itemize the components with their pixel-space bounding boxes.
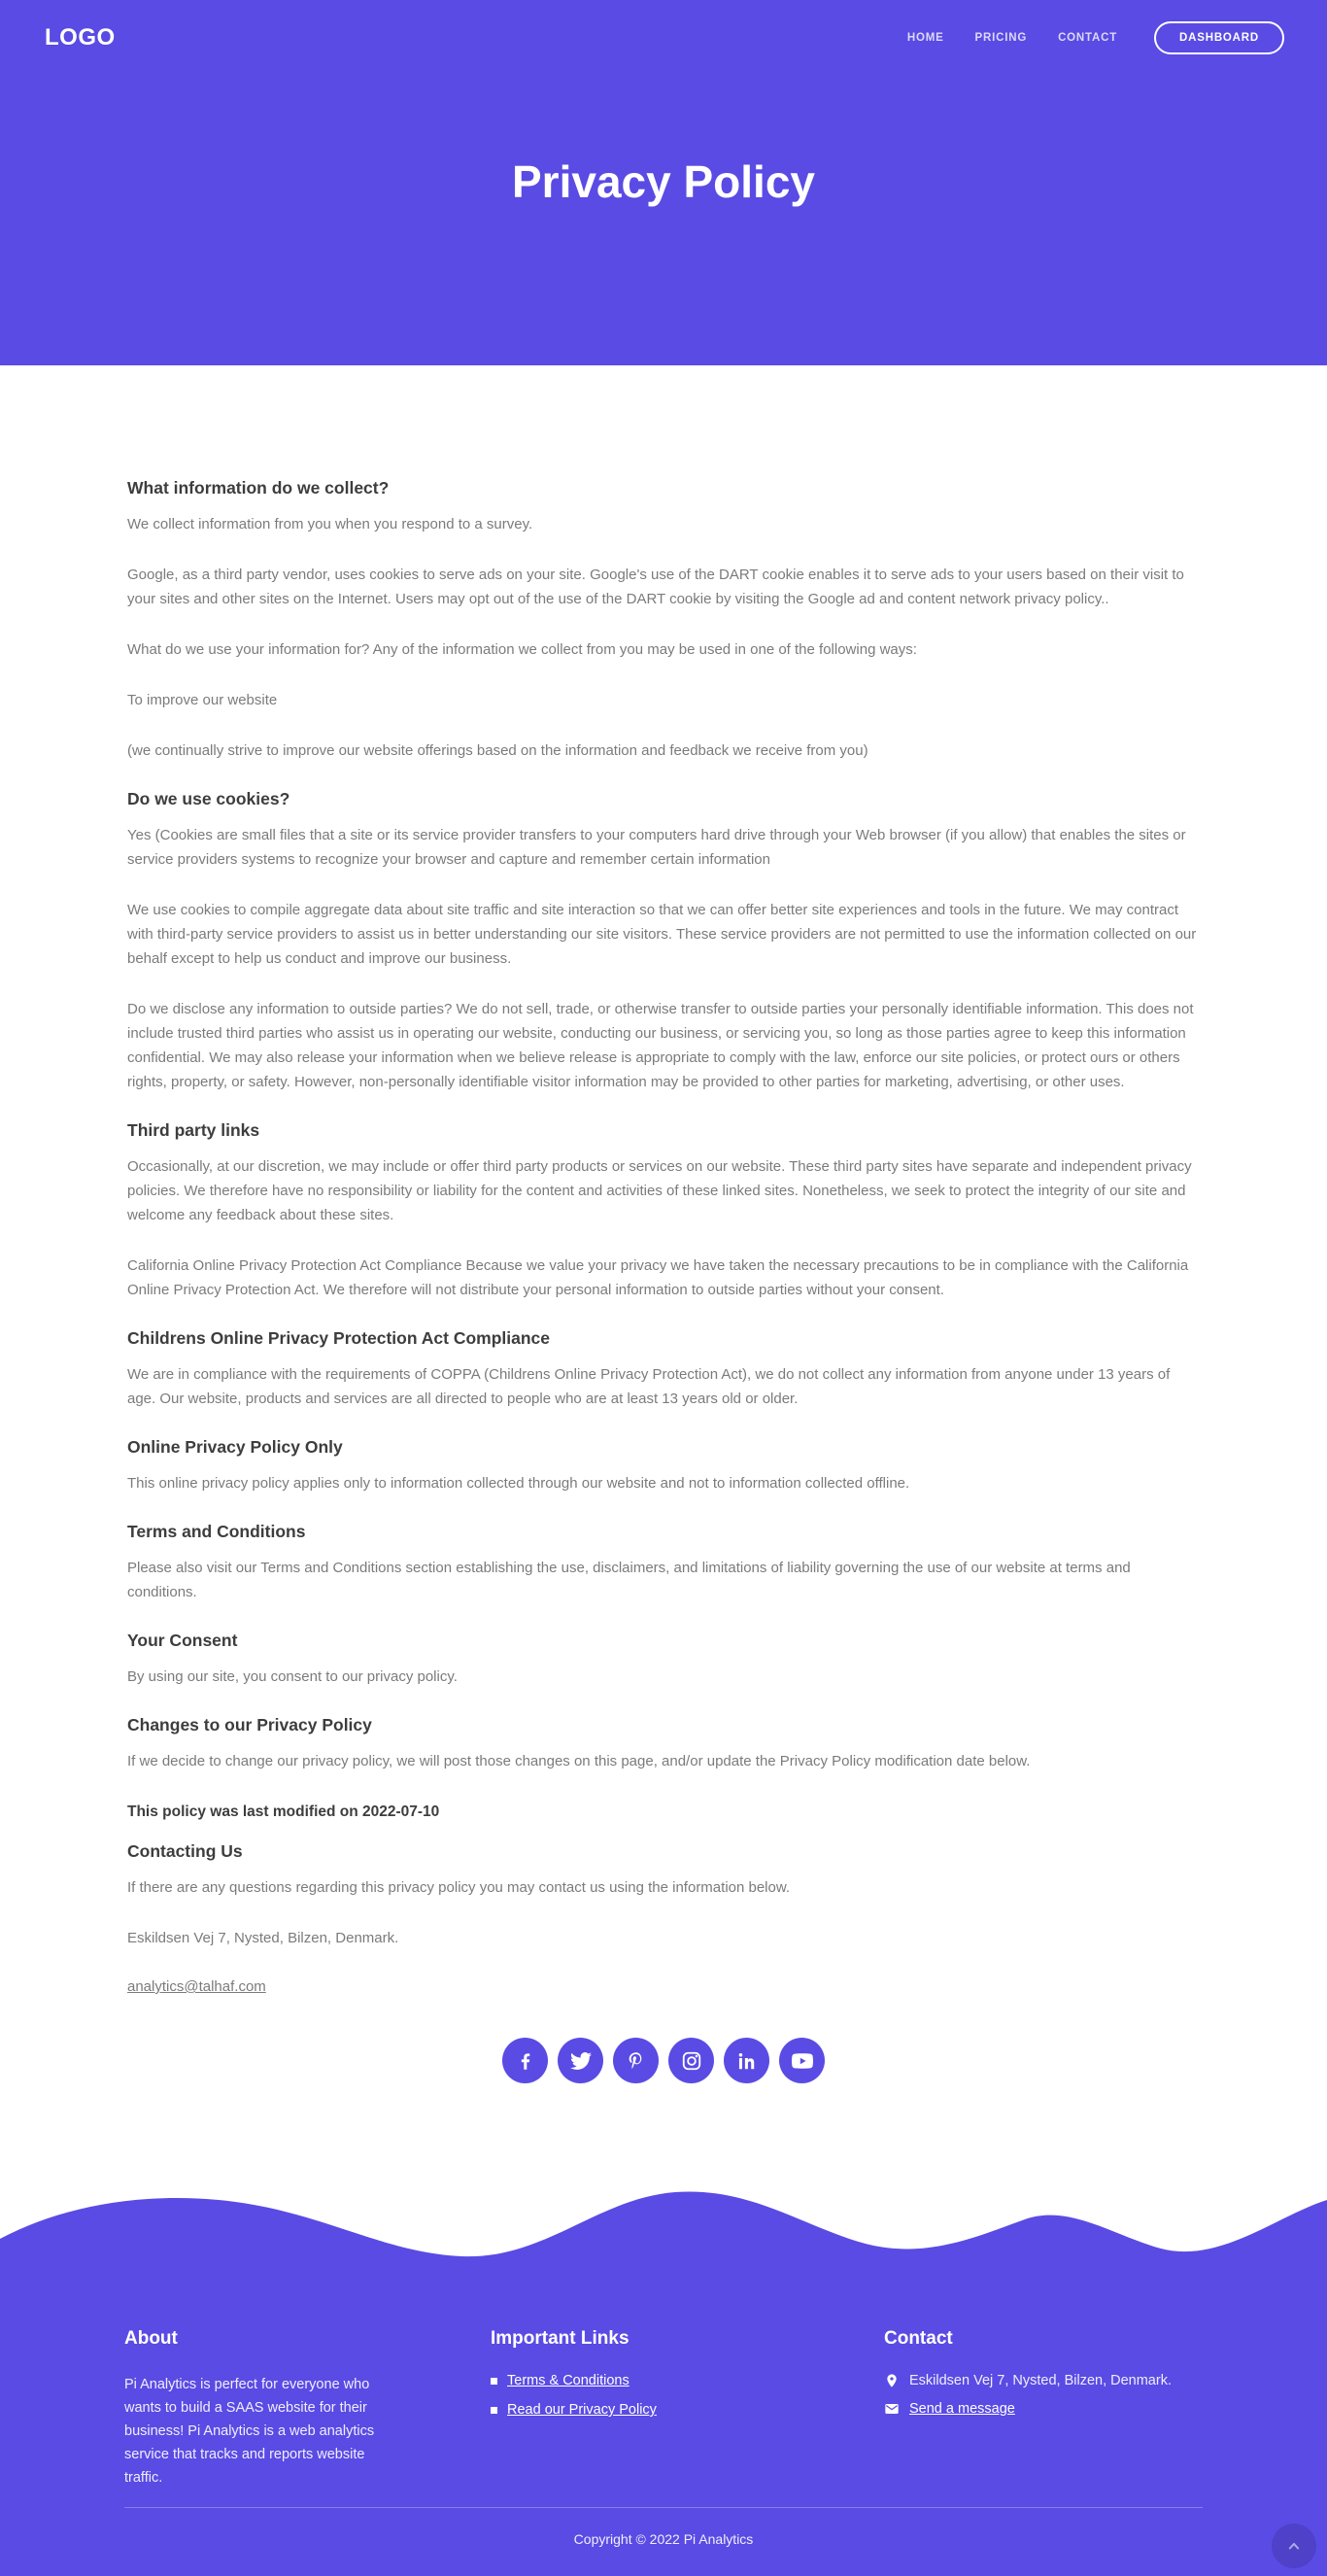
main-nav (907, 21, 1284, 54)
footer-link-row (491, 2373, 884, 2388)
scroll-to-top-button[interactable] (1272, 2524, 1316, 2568)
twitter-icon (570, 2050, 592, 2072)
page-footer (0, 2268, 1327, 2576)
about-text: Pi Analytics is perfect for everyone who wants to build a SAAS website for their business! Pi Analytics is a web analytics service that tracks and reports website traffic. (124, 2377, 375, 2486)
policy-paragraph: If we decide to change our privacy policy, we will post those changes on this page, and/or update the Privacy Policy modification date below. (127, 1753, 1031, 1769)
nav-bar (0, 0, 1327, 54)
policy-paragraph: This online privacy policy applies only to information collected through our website and not to information collected offline. (127, 1475, 910, 1492)
contact-message-row (884, 2401, 1203, 2417)
site-logo[interactable]: LOGO (45, 24, 116, 51)
policy-paragraph: We are in compliance with the requirements of COPPA (Childrens Online Privacy Protection Act), we do not collect any information from anyone under 13 years of age. Our website, products and services are all directed to people who are at least 13 years old or older. (127, 1366, 1171, 1407)
social-links-row (0, 2038, 1327, 2083)
copyright-text: Copyright © 2022 Pi Analytics (573, 2531, 754, 2547)
facebook-button[interactable] (502, 2038, 548, 2083)
policy-paragraph: Do we disclose any information to outside parties? We do not sell, trade, or otherwise transfer to outside parties your personally identifiable information. This does not include trusted third parties who assist us in operating our website, conducting our business, or servicing you, so long as those parties agree to keep this information confidential. We may also release your information when we believe release is appropriate to comply with the law, enforce our site policies, or protect ours or others rights, property, or safety. However, non-personally identifiable visitor information may be provided to other parties for marketing, advertising, or other uses. (127, 1001, 1194, 1090)
nav-item-home[interactable]: HOME (906, 32, 944, 44)
contact-address-row (884, 2373, 1203, 2388)
last-modified-text: This policy was last modified on 2022-07-10 (127, 1803, 440, 1820)
youtube-button[interactable] (779, 2038, 825, 2083)
section-heading: Your Consent (127, 1631, 238, 1650)
policy-paragraph: We use cookies to compile aggregate data about site traffic and site interaction so that we can offer better site experiences and tools in the future. We may contract with third-party service providers to assist us in better understanding our site visitors. These service providers are not permitted to use the information collected on our behalf except to help us conduct and improve our business. (127, 902, 1197, 967)
square-bullet-icon (491, 2378, 497, 2385)
youtube-icon (792, 2050, 813, 2072)
pinterest-button[interactable] (613, 2038, 659, 2083)
policy-paragraph: Yes (Cookies are small files that a site or its service provider transfers to your computers hard drive through your Web browser (if you allow) that enables the sites or service providers systems to recognize your browser and capture and remember certain information (127, 827, 1186, 868)
policy-paragraph: California Online Privacy Protection Act Compliance Because we value your privacy we have taken the necessary precautions to be in compliance with the California Online Privacy Protection Act. We therefore will not distribute your personal information to outside parties without your consent. (127, 1257, 1189, 1298)
policy-paragraph: If there are any questions regarding this privacy policy you may contact us using the information below. (127, 1879, 791, 1896)
section-heading: Terms and Conditions (127, 1522, 306, 1541)
section-heading: What information do we collect? (127, 478, 390, 498)
policy-paragraph: To improve our website (127, 692, 278, 708)
facebook-icon (515, 2050, 536, 2072)
policy-content (127, 365, 1200, 1996)
policy-paragraph: Please also visit our Terms and Conditions section establishing the use, disclaimers, and limitations of liability governing the use of our website at terms and conditions. (127, 1560, 1131, 1600)
section-heading: Contacting Us (127, 1841, 243, 1861)
email-link[interactable]: analytics@talhaf.com (127, 1978, 266, 1995)
section-heading: Online Privacy Policy Only (127, 1437, 343, 1457)
pinterest-icon (626, 2050, 647, 2072)
about-title: About (124, 2328, 178, 2349)
twitter-button[interactable] (558, 2038, 603, 2083)
page-title: Privacy Policy (512, 156, 815, 207)
nav-item-pricing[interactable]: PRICING (974, 32, 1028, 44)
contact-address: Eskildsen Vej 7, Nysted, Bilzen, Denmark. (909, 2373, 1172, 2388)
contact-title: Contact (884, 2328, 953, 2349)
footer-about-column (124, 2328, 491, 2507)
linkedin-icon (736, 2050, 758, 2072)
square-bullet-icon (491, 2407, 497, 2414)
nav-item-contact[interactable]: CONTACT (1058, 32, 1118, 44)
linkedin-button[interactable] (724, 2038, 769, 2083)
footer-links-column (491, 2328, 884, 2507)
section-heading: Do we use cookies? (127, 789, 290, 808)
instagram-button[interactable] (668, 2038, 714, 2083)
policy-paragraph: Eskildsen Vej 7, Nysted, Bilzen, Denmark. (127, 1930, 399, 1946)
terms-conditions-link[interactable]: Terms & Conditions (507, 2373, 629, 2388)
footer-columns (0, 2268, 1327, 2507)
policy-paragraph: What do we use your information for? Any of the information we collect from you may be used in one of the following ways: (127, 641, 917, 658)
dashboard-button[interactable]: DASHBOARD (1154, 21, 1284, 54)
privacy-policy-link[interactable]: Read our Privacy Policy (507, 2402, 657, 2418)
envelope-icon (884, 2401, 900, 2417)
policy-paragraph: We collect information from you when you respond to a survey. (127, 516, 533, 532)
policy-paragraph: Google, as a third party vendor, uses cookies to serve ads on your site. Google's use of the DART cookie enables it to serve ads to your users based on their visit to your sites and other sites on the Internet. Users may opt out of the use of the DART cookie by visiting the Google ad and content network privacy policy.. (127, 567, 1184, 607)
policy-paragraph: By using our site, you consent to our privacy policy. (127, 1668, 458, 1685)
policy-paragraph: Occasionally, at our discretion, we may include or offer third party products or services on our website. These third party sites have separate and independent privacy policies. We therefore have no responsibility or liability for the content and activities of these linked sites. Nonetheless, we seek to protect the integrity of our site and welcome any feedback about these sites. (127, 1158, 1192, 1223)
hero-header (0, 0, 1327, 365)
section-heading: Changes to our Privacy Policy (127, 1715, 372, 1735)
footer-link-row (491, 2402, 884, 2418)
section-heading: Third party links (127, 1120, 260, 1140)
chevron-up-icon (1284, 2536, 1304, 2556)
important-links-title: Important Links (491, 2328, 629, 2349)
section-heading: Childrens Online Privacy Protection Act Compliance (127, 1328, 551, 1348)
main-section (0, 365, 1327, 2186)
policy-paragraph: (we continually strive to improve our website offerings based on the information and feedback we receive from you) (127, 742, 868, 759)
instagram-icon (681, 2050, 702, 2072)
send-message-link[interactable]: Send a message (909, 2401, 1015, 2417)
footer-wave (0, 2186, 1327, 2268)
location-pin-icon (884, 2373, 900, 2388)
footer-contact-column (884, 2328, 1203, 2507)
